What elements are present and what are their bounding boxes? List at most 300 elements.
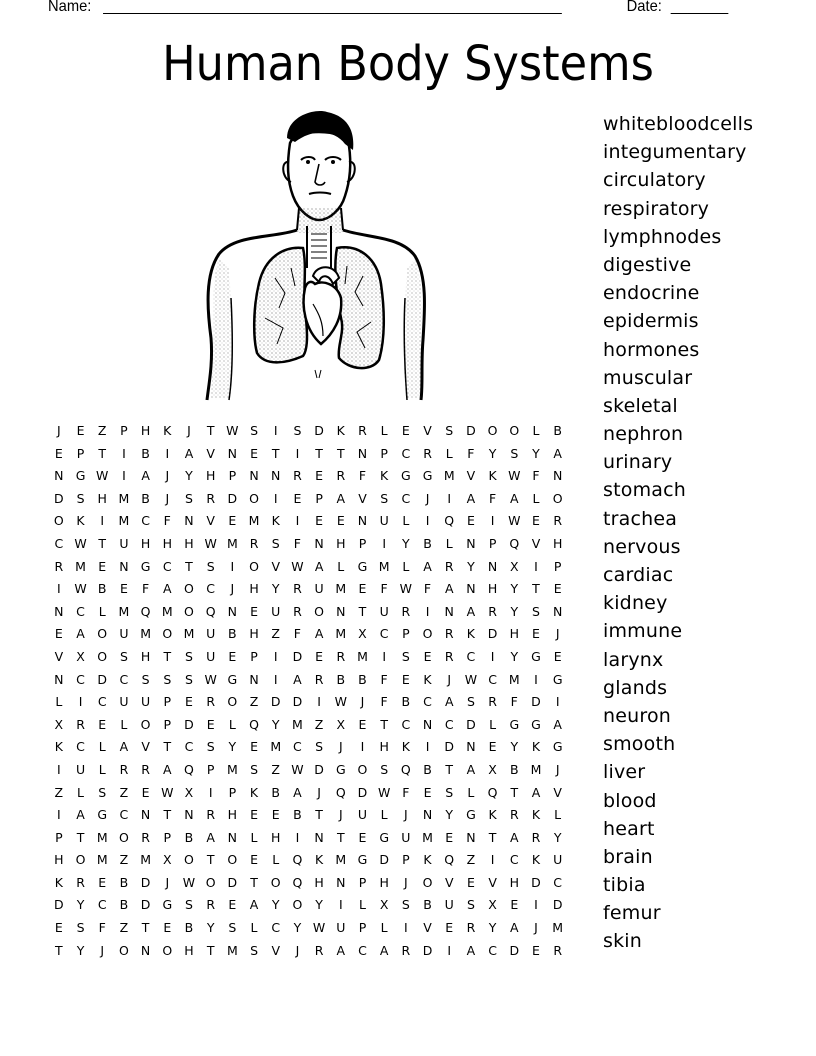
grid-cell[interactable]: X xyxy=(509,558,519,574)
grid-cell[interactable]: L xyxy=(228,716,236,732)
grid-cell[interactable]: T xyxy=(55,942,63,958)
grid-cell[interactable]: U xyxy=(379,513,389,529)
grid-cell[interactable]: T xyxy=(163,648,172,664)
grid-cell[interactable]: Z xyxy=(119,852,129,868)
grid-cell[interactable]: T xyxy=(510,784,519,800)
grid-cell[interactable]: R xyxy=(76,716,85,732)
grid-cell[interactable]: B xyxy=(228,626,237,642)
grid-cell[interactable]: T xyxy=(532,581,540,597)
grid-cell[interactable]: L xyxy=(98,739,106,755)
grid-cell[interactable]: S xyxy=(141,671,150,687)
grid-cell[interactable]: J xyxy=(425,490,430,506)
grid-cell[interactable]: R xyxy=(336,468,346,484)
grid-cell[interactable]: G xyxy=(531,716,541,732)
grid-cell[interactable]: Q xyxy=(509,535,520,551)
grid-cell[interactable]: D xyxy=(466,423,476,438)
grid-cell[interactable]: F xyxy=(510,694,518,710)
grid-cell[interactable]: E xyxy=(141,784,150,800)
grid-cell[interactable]: H xyxy=(97,490,107,506)
grid-cell[interactable]: M xyxy=(226,761,238,777)
grid-cell[interactable]: G xyxy=(531,648,541,664)
grid-cell[interactable]: L xyxy=(358,897,366,913)
grid-cell[interactable]: E xyxy=(250,445,258,461)
grid-cell[interactable]: E xyxy=(315,648,324,664)
grid-cell[interactable]: I xyxy=(165,445,170,461)
grid-cell[interactable]: P xyxy=(76,445,85,461)
grid-cell[interactable]: L xyxy=(272,852,280,868)
grid-cell[interactable]: B xyxy=(423,761,432,777)
grid-cell[interactable]: R xyxy=(401,942,411,958)
grid-cell[interactable]: H xyxy=(314,874,324,890)
grid-cell[interactable]: E xyxy=(163,920,172,936)
grid-cell[interactable]: J xyxy=(165,468,170,484)
grid-cell[interactable]: A xyxy=(466,490,476,506)
grid-cell[interactable]: K xyxy=(314,852,324,868)
grid-cell[interactable]: W xyxy=(291,761,304,777)
grid-cell[interactable]: M xyxy=(248,513,260,529)
grid-cell[interactable]: W xyxy=(464,671,478,687)
grid-cell[interactable]: C xyxy=(76,739,85,755)
grid-cell[interactable]: I xyxy=(230,558,235,574)
grid-cell[interactable]: X xyxy=(162,852,172,868)
grid-cell[interactable]: R xyxy=(336,648,346,664)
grid-cell[interactable]: F xyxy=(141,581,150,597)
grid-cell[interactable]: J xyxy=(534,920,538,936)
grid-cell[interactable]: H xyxy=(379,739,389,755)
grid-cell[interactable]: C xyxy=(54,535,64,551)
grid-cell[interactable]: W xyxy=(399,581,413,597)
grid-cell[interactable]: N xyxy=(184,513,194,529)
grid-cell[interactable]: R xyxy=(141,761,150,777)
grid-cell[interactable]: H xyxy=(249,626,259,642)
grid-cell[interactable]: A xyxy=(510,920,519,936)
grid-cell[interactable]: D xyxy=(466,716,476,732)
grid-cell[interactable]: W xyxy=(74,581,87,597)
grid-cell[interactable]: D xyxy=(487,626,498,642)
grid-cell[interactable]: N xyxy=(119,558,129,574)
grid-cell[interactable]: Z xyxy=(314,716,324,732)
grid-cell[interactable]: H xyxy=(140,535,151,551)
grid-cell[interactable]: Q xyxy=(444,513,455,529)
grid-cell[interactable]: I xyxy=(534,897,538,913)
grid-cell[interactable]: K xyxy=(401,739,410,755)
grid-cell[interactable]: T xyxy=(206,942,215,958)
grid-cell[interactable]: L xyxy=(445,535,453,551)
grid-cell[interactable]: L xyxy=(380,423,388,438)
grid-cell[interactable]: A xyxy=(444,694,454,710)
grid-cell[interactable]: M xyxy=(140,626,151,642)
grid-cell[interactable]: O xyxy=(314,603,325,619)
grid-cell[interactable]: M xyxy=(530,761,542,777)
grid-cell[interactable]: C xyxy=(509,852,519,868)
grid-cell[interactable]: F xyxy=(293,626,301,642)
grid-cell[interactable]: I xyxy=(57,761,61,777)
grid-cell[interactable]: G xyxy=(401,468,411,484)
grid-cell[interactable]: C xyxy=(401,490,411,506)
grid-cell[interactable]: Q xyxy=(444,852,455,868)
grid-cell[interactable]: Z xyxy=(271,626,280,642)
grid-cell[interactable]: O xyxy=(184,852,194,868)
grid-cell[interactable]: S xyxy=(185,897,193,913)
grid-cell[interactable]: E xyxy=(228,513,237,529)
grid-cell[interactable]: T xyxy=(185,558,193,574)
grid-cell[interactable]: R xyxy=(249,535,259,551)
grid-cell[interactable]: O xyxy=(162,626,173,642)
grid-cell[interactable]: C xyxy=(76,603,85,619)
grid-cell[interactable]: A xyxy=(336,490,346,506)
grid-cell[interactable]: R xyxy=(553,513,562,529)
grid-cell[interactable]: S xyxy=(185,648,193,664)
grid-cell[interactable]: T xyxy=(336,829,345,845)
grid-cell[interactable]: G xyxy=(379,829,389,845)
grid-cell[interactable]: G xyxy=(466,807,476,823)
grid-cell[interactable]: N xyxy=(54,603,64,619)
grid-cell[interactable]: M xyxy=(378,558,390,574)
grid-cell[interactable]: W xyxy=(161,784,174,800)
grid-cell[interactable]: A xyxy=(119,739,129,755)
grid-cell[interactable]: A xyxy=(379,942,389,958)
date-field[interactable]: _______ xyxy=(670,0,729,15)
grid-cell[interactable]: I xyxy=(555,694,560,710)
grid-cell[interactable]: M xyxy=(292,716,303,732)
grid-cell[interactable]: Q xyxy=(400,761,411,777)
grid-cell[interactable]: G xyxy=(357,852,368,868)
grid-cell[interactable]: R xyxy=(314,671,324,687)
grid-cell[interactable]: U xyxy=(271,603,281,619)
grid-cell[interactable]: E xyxy=(54,445,63,461)
grid-cell[interactable]: L xyxy=(467,784,475,800)
grid-cell[interactable]: R xyxy=(423,445,432,461)
grid-cell[interactable]: H xyxy=(379,874,389,890)
grid-cell[interactable]: H xyxy=(184,535,194,551)
grid-cell[interactable]: K xyxy=(423,852,432,868)
grid-cell[interactable]: V xyxy=(444,874,454,890)
grid-cell[interactable]: V xyxy=(271,558,280,574)
grid-cell[interactable]: U xyxy=(141,694,151,710)
grid-cell[interactable]: E xyxy=(98,716,107,732)
grid-cell[interactable]: C xyxy=(76,671,85,687)
grid-cell[interactable]: Z xyxy=(271,761,280,777)
grid-cell[interactable]: I xyxy=(295,445,300,461)
grid-cell[interactable]: N xyxy=(249,671,259,687)
grid-cell[interactable]: I xyxy=(490,852,495,868)
grid-cell[interactable]: J xyxy=(338,739,343,755)
grid-cell[interactable]: F xyxy=(98,920,106,936)
grid-cell[interactable]: T xyxy=(206,423,215,438)
grid-cell[interactable]: W xyxy=(204,671,217,687)
grid-cell[interactable]: A xyxy=(444,581,454,597)
grid-cell[interactable]: J xyxy=(100,942,105,958)
grid-cell[interactable]: P xyxy=(380,445,388,461)
grid-cell[interactable]: M xyxy=(96,852,108,868)
grid-cell[interactable]: E xyxy=(358,829,367,845)
grid-cell[interactable]: I xyxy=(78,694,83,710)
grid-cell[interactable]: R xyxy=(488,694,497,710)
grid-cell[interactable]: W xyxy=(377,784,391,800)
grid-cell[interactable]: F xyxy=(488,490,497,506)
grid-cell[interactable]: I xyxy=(404,920,408,936)
grid-cell[interactable]: V xyxy=(553,784,562,800)
grid-cell[interactable]: N xyxy=(314,829,324,845)
grid-cell[interactable]: I xyxy=(57,807,61,823)
grid-cell[interactable]: W xyxy=(508,468,521,484)
grid-cell[interactable]: E xyxy=(250,807,258,823)
grid-cell[interactable]: W xyxy=(204,535,217,551)
grid-cell[interactable]: B xyxy=(97,581,107,597)
grid-cell[interactable]: J xyxy=(317,784,321,800)
grid-cell[interactable]: R xyxy=(401,603,411,619)
grid-cell[interactable]: T xyxy=(358,603,367,619)
grid-cell[interactable]: Y xyxy=(510,648,519,664)
grid-cell[interactable]: N xyxy=(466,581,476,597)
grid-cell[interactable]: E xyxy=(401,671,410,687)
grid-cell[interactable]: V xyxy=(423,920,432,936)
grid-cell[interactable]: R xyxy=(206,807,215,823)
grid-cell[interactable]: N xyxy=(140,807,151,823)
grid-cell[interactable]: B xyxy=(119,874,129,890)
grid-cell[interactable]: B xyxy=(141,445,150,461)
grid-cell[interactable]: M xyxy=(226,942,238,958)
grid-cell[interactable]: X xyxy=(379,897,389,913)
grid-cell[interactable]: C xyxy=(184,739,194,755)
grid-cell[interactable]: C xyxy=(466,648,476,664)
grid-cell[interactable]: E xyxy=(250,603,258,619)
grid-cell[interactable]: O xyxy=(292,897,303,913)
grid-cell[interactable]: U xyxy=(401,829,411,845)
grid-cell[interactable]: V xyxy=(54,648,64,664)
grid-cell[interactable]: R xyxy=(444,558,454,574)
grid-cell[interactable]: S xyxy=(466,897,475,913)
grid-cell[interactable]: S xyxy=(380,490,389,506)
grid-cell[interactable]: C xyxy=(444,716,454,732)
grid-cell[interactable]: J xyxy=(230,581,235,597)
grid-cell[interactable]: X xyxy=(54,716,64,732)
grid-cell[interactable]: O xyxy=(357,761,368,777)
grid-cell[interactable]: E xyxy=(553,581,562,597)
grid-cell[interactable]: D xyxy=(292,648,303,664)
grid-cell[interactable]: N xyxy=(466,739,476,755)
grid-cell[interactable]: I xyxy=(447,942,452,958)
grid-cell[interactable]: S xyxy=(76,920,85,936)
grid-cell[interactable]: B xyxy=(423,535,432,551)
grid-cell[interactable]: G xyxy=(357,558,368,574)
grid-cell[interactable]: K xyxy=(271,513,280,529)
grid-cell[interactable]: O xyxy=(227,694,238,710)
grid-cell[interactable]: S xyxy=(401,648,410,664)
grid-cell[interactable]: A xyxy=(76,807,85,823)
grid-cell[interactable]: D xyxy=(531,694,541,710)
grid-cell[interactable]: Y xyxy=(228,739,237,755)
grid-cell[interactable]: D xyxy=(184,716,194,732)
grid-cell[interactable]: F xyxy=(163,513,171,529)
grid-cell[interactable]: V xyxy=(466,468,476,484)
grid-cell[interactable]: G xyxy=(552,671,563,687)
grid-cell[interactable]: C xyxy=(271,920,281,936)
grid-cell[interactable]: O xyxy=(75,852,86,868)
grid-cell[interactable]: U xyxy=(553,852,563,868)
grid-cell[interactable]: L xyxy=(532,423,540,438)
grid-cell[interactable]: I xyxy=(57,581,61,597)
grid-cell[interactable]: U xyxy=(119,694,129,710)
grid-cell[interactable]: O xyxy=(422,874,433,890)
grid-cell[interactable]: L xyxy=(489,716,497,732)
grid-cell[interactable]: G xyxy=(140,558,151,574)
grid-cell[interactable]: S xyxy=(98,784,107,800)
grid-cell[interactable]: S xyxy=(271,535,280,551)
grid-cell[interactable]: C xyxy=(401,445,411,461)
grid-cell[interactable]: L xyxy=(380,807,388,823)
grid-cell[interactable]: S xyxy=(250,942,258,958)
grid-cell[interactable]: A xyxy=(163,761,172,777)
grid-cell[interactable]: A xyxy=(141,468,150,484)
grid-cell[interactable]: D xyxy=(444,739,455,755)
grid-cell[interactable]: X xyxy=(184,784,194,800)
grid-cell[interactable]: Y xyxy=(271,897,280,913)
grid-cell[interactable]: P xyxy=(55,829,63,845)
grid-cell[interactable]: I xyxy=(122,468,126,484)
grid-cell[interactable]: I xyxy=(100,513,105,529)
grid-cell[interactable]: N xyxy=(140,942,151,958)
grid-cell[interactable]: R xyxy=(509,807,519,823)
grid-cell[interactable]: Y xyxy=(206,920,215,936)
grid-cell[interactable]: O xyxy=(118,829,129,845)
grid-cell[interactable]: T xyxy=(315,445,323,461)
grid-cell[interactable]: I xyxy=(208,784,213,800)
grid-cell[interactable]: A xyxy=(531,784,541,800)
grid-cell[interactable]: E xyxy=(76,423,85,438)
grid-cell[interactable]: O xyxy=(53,513,64,529)
grid-cell[interactable]: T xyxy=(250,874,258,890)
grid-cell[interactable]: B xyxy=(509,761,519,777)
grid-cell[interactable]: E xyxy=(98,874,107,890)
grid-cell[interactable]: C xyxy=(162,558,172,574)
grid-cell[interactable]: M xyxy=(270,739,282,755)
grid-cell[interactable]: E xyxy=(315,468,324,484)
grid-cell[interactable]: E xyxy=(336,513,345,529)
grid-cell[interactable]: J xyxy=(187,423,191,438)
grid-cell[interactable]: F xyxy=(380,694,388,710)
grid-cell[interactable]: R xyxy=(314,942,324,958)
grid-cell[interactable]: Q xyxy=(335,784,346,800)
grid-cell[interactable]: W xyxy=(96,468,109,484)
grid-cell[interactable]: P xyxy=(553,558,562,574)
grid-cell[interactable]: Y xyxy=(488,445,497,461)
grid-cell[interactable]: E xyxy=(423,784,432,800)
grid-cell[interactable]: R xyxy=(293,603,302,619)
grid-cell[interactable]: T xyxy=(76,829,85,845)
grid-cell[interactable]: R xyxy=(488,603,497,619)
grid-cell[interactable]: J xyxy=(295,942,300,958)
grid-cell[interactable]: E xyxy=(532,513,540,529)
grid-cell[interactable]: X xyxy=(336,716,346,732)
grid-cell[interactable]: I xyxy=(447,490,452,506)
grid-cell[interactable]: W xyxy=(334,694,347,710)
grid-cell[interactable]: E xyxy=(293,490,302,506)
grid-cell[interactable]: D xyxy=(314,423,324,438)
grid-cell[interactable]: K xyxy=(488,468,497,484)
grid-cell[interactable]: K xyxy=(54,739,63,755)
grid-cell[interactable]: L xyxy=(250,920,258,936)
grid-cell[interactable]: N xyxy=(227,445,238,461)
grid-cell[interactable]: H xyxy=(54,852,64,868)
grid-cell[interactable]: L xyxy=(98,761,106,777)
name-field[interactable]: ________________________________________________________ xyxy=(103,0,562,15)
grid-cell[interactable]: O xyxy=(270,874,281,890)
grid-cell[interactable]: R xyxy=(206,694,215,710)
grid-cell[interactable]: K xyxy=(531,807,541,823)
grid-cell[interactable]: T xyxy=(315,807,323,823)
grid-cell[interactable]: X xyxy=(76,648,85,664)
grid-cell[interactable]: S xyxy=(206,558,215,574)
grid-cell[interactable]: E xyxy=(445,829,454,845)
grid-cell[interactable]: G xyxy=(162,897,173,913)
grid-cell[interactable]: Q xyxy=(249,716,259,732)
grid-cell[interactable]: E xyxy=(401,423,410,438)
grid-cell[interactable]: H xyxy=(227,807,238,823)
grid-cell[interactable]: I xyxy=(425,603,430,619)
grid-cell[interactable]: F xyxy=(467,445,475,461)
grid-cell[interactable]: I xyxy=(360,739,365,755)
grid-cell[interactable]: X xyxy=(488,761,497,777)
grid-cell[interactable]: C xyxy=(119,671,129,687)
grid-cell[interactable]: S xyxy=(119,648,128,664)
grid-cell[interactable]: V xyxy=(488,874,497,890)
grid-cell[interactable]: M xyxy=(335,626,347,642)
grid-cell[interactable]: A xyxy=(293,784,302,800)
grid-cell[interactable]: N xyxy=(422,807,433,823)
grid-cell[interactable]: S xyxy=(185,671,193,687)
grid-cell[interactable]: E xyxy=(466,874,475,890)
grid-cell[interactable]: H xyxy=(336,535,346,551)
grid-cell[interactable]: D xyxy=(509,942,520,958)
grid-cell[interactable]: N xyxy=(54,468,64,484)
grid-cell[interactable]: T xyxy=(445,761,454,777)
grid-cell[interactable]: C xyxy=(488,942,497,958)
grid-cell[interactable]: I xyxy=(273,671,278,687)
grid-cell[interactable]: P xyxy=(228,784,237,800)
grid-cell[interactable]: M xyxy=(335,852,347,868)
grid-cell[interactable]: C xyxy=(293,739,302,755)
grid-cell[interactable]: E xyxy=(271,807,280,823)
grid-cell[interactable]: W xyxy=(74,535,87,551)
grid-cell[interactable]: H xyxy=(552,535,563,551)
grid-cell[interactable]: O xyxy=(97,626,108,642)
grid-cell[interactable]: D xyxy=(97,671,108,687)
grid-cell[interactable]: K xyxy=(531,852,541,868)
grid-cell[interactable]: N xyxy=(271,468,281,484)
grid-cell[interactable]: J xyxy=(404,874,408,890)
grid-cell[interactable]: E xyxy=(119,581,128,597)
grid-cell[interactable]: Q xyxy=(292,874,303,890)
grid-cell[interactable]: D xyxy=(379,852,389,868)
grid-cell[interactable]: K xyxy=(466,626,475,642)
grid-cell[interactable]: M xyxy=(357,648,368,664)
grid-cell[interactable]: E xyxy=(445,920,454,936)
grid-cell[interactable]: B xyxy=(141,490,150,506)
grid-cell[interactable]: D xyxy=(54,897,64,913)
grid-cell[interactable]: I xyxy=(317,694,321,710)
grid-cell[interactable]: E xyxy=(553,648,562,664)
grid-cell[interactable]: R xyxy=(206,490,215,506)
grid-cell[interactable]: L xyxy=(554,807,562,823)
grid-cell[interactable]: V xyxy=(141,739,150,755)
grid-cell[interactable]: Y xyxy=(76,897,85,913)
grid-cell[interactable]: A xyxy=(314,626,324,642)
grid-cell[interactable]: V xyxy=(358,490,367,506)
grid-cell[interactable]: U xyxy=(336,920,346,936)
grid-cell[interactable]: H xyxy=(162,535,172,551)
grid-cell[interactable]: I xyxy=(534,558,538,574)
